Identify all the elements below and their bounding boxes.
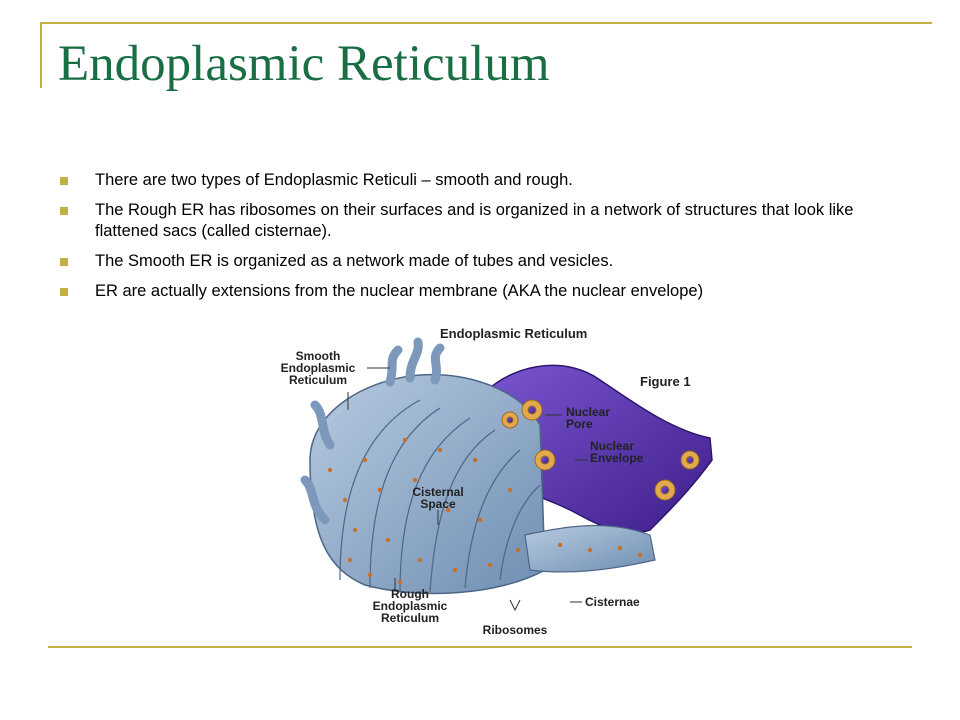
bullet-list xyxy=(60,170,900,311)
bullet-text: The Smooth ER is organized as a network made of tubes and vesicles. xyxy=(95,252,614,270)
left-frame-line xyxy=(40,22,42,88)
label-cisternae: Cisternae xyxy=(585,595,640,609)
er-illustration xyxy=(270,320,750,640)
square-bullet-icon xyxy=(60,207,68,215)
label-ribosomes: Ribosomes xyxy=(482,623,548,637)
slide-title: Endoplasmic Reticulum xyxy=(58,36,550,92)
label-nuclear-envelope-line2: Envelope xyxy=(590,451,644,465)
label-nuclear-pore-line1: Nuclear xyxy=(566,405,611,419)
label-smooth-er-line3: Reticulum xyxy=(288,373,348,387)
label-cisternal-space-line2: Space xyxy=(420,497,456,511)
figure-caption: Figure 1 xyxy=(640,374,691,389)
label-rough-er-line3: Reticulum xyxy=(380,611,440,625)
bullet-item xyxy=(60,251,900,272)
bullet-item xyxy=(60,170,900,191)
label-rough-er-line1: Rough xyxy=(391,587,429,601)
figure-title: Endoplasmic Reticulum xyxy=(440,326,588,341)
bullet-text: ER are actually extensions from the nuclear membrane (AKA the nuclear envelope) xyxy=(95,282,704,300)
bullet-item xyxy=(60,281,900,302)
bullet-item xyxy=(60,200,900,242)
square-bullet-icon xyxy=(60,288,68,296)
er-diagram xyxy=(270,320,750,640)
label-smooth-er-line1: Smooth xyxy=(295,349,341,363)
label-cisternal-space-line1: Cisternal xyxy=(412,485,464,499)
top-frame-line xyxy=(40,22,932,24)
square-bullet-icon xyxy=(60,177,68,185)
bottom-frame-line xyxy=(48,646,912,648)
label-smooth-er-line2: Endoplasmic xyxy=(280,361,356,375)
label-rough-er-line2: Endoplasmic xyxy=(372,599,448,613)
square-bullet-icon xyxy=(60,258,68,266)
bullet-text: The Rough ER has ribosomes on their surfaces and is organized in a network of structures that look like flattened sacs (called cisternae). xyxy=(95,201,854,240)
bullet-text: There are two types of Endoplasmic Reticuli – smooth and rough. xyxy=(95,171,573,189)
label-nuclear-pore-line2: Pore xyxy=(566,417,593,431)
label-nuclear-envelope-line1: Nuclear xyxy=(590,439,635,453)
